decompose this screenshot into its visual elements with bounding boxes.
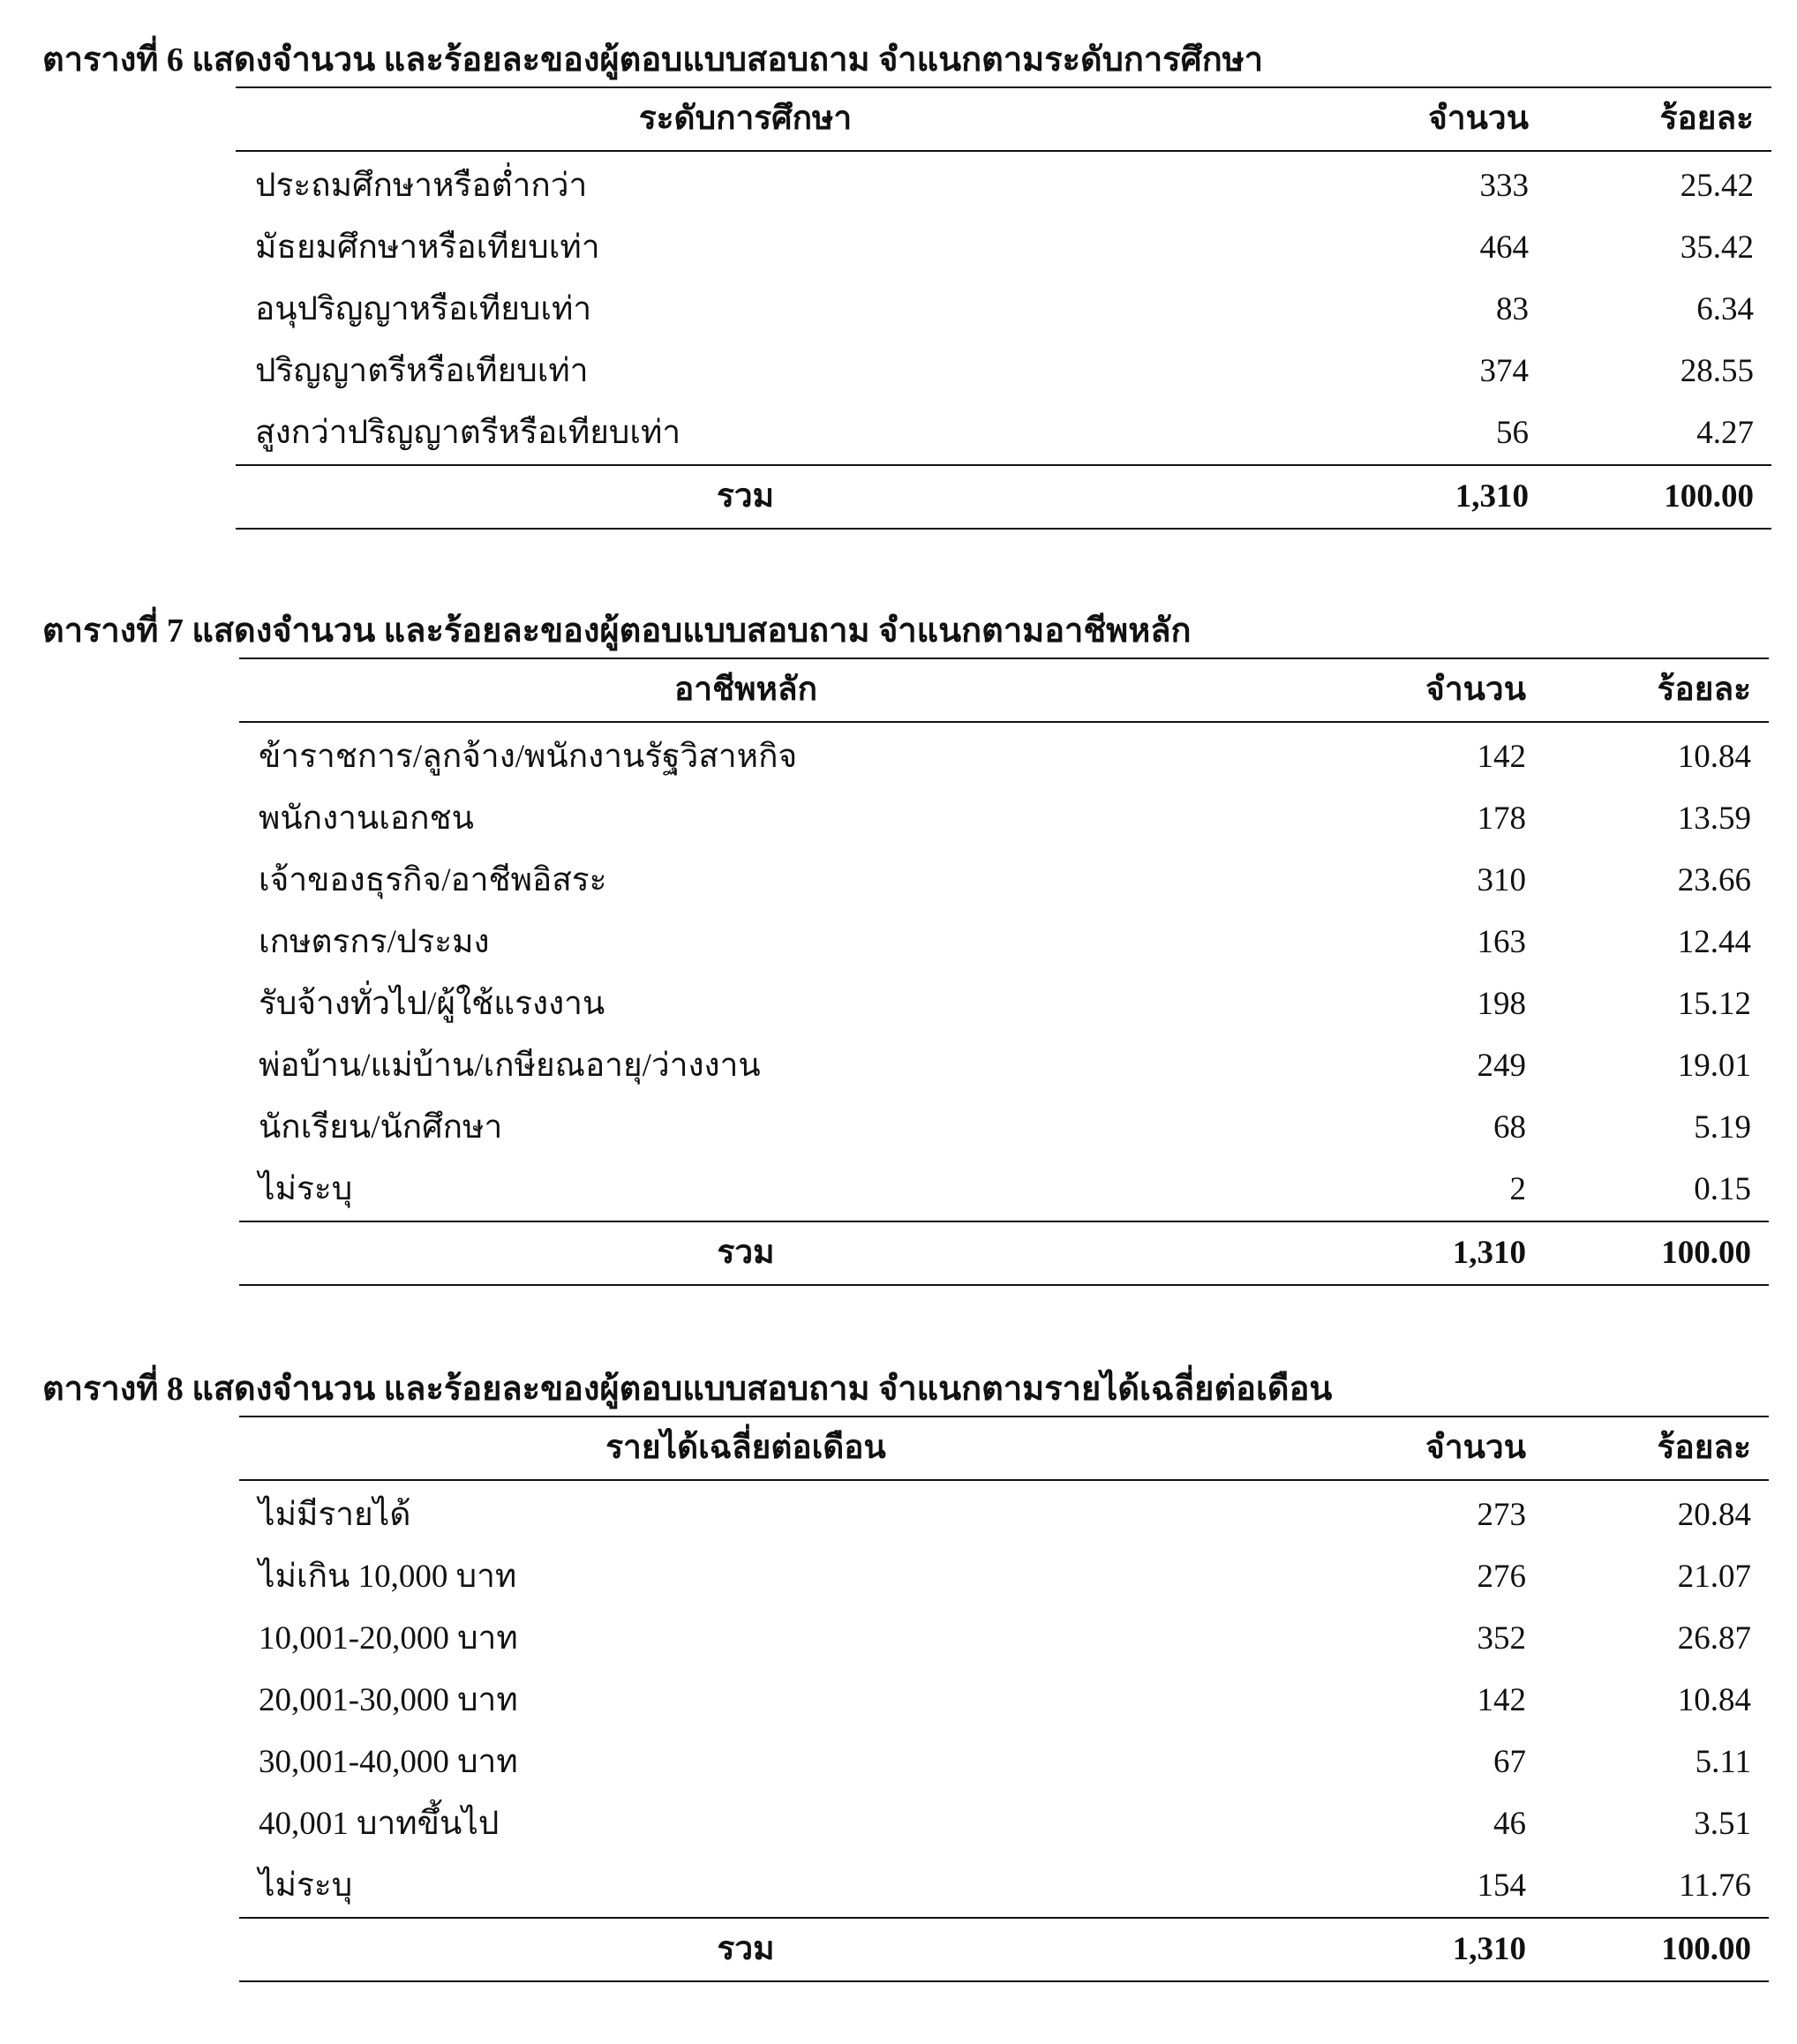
row-percent: 23.66 xyxy=(1677,862,1751,898)
row-percent: 0.15 xyxy=(1694,1171,1751,1207)
total-percent: 100.00 xyxy=(1544,1221,1769,1285)
table-row xyxy=(239,1793,1769,1855)
table-row xyxy=(239,1480,1769,1546)
row-label: นักเรียน/นักศึกษา xyxy=(259,1109,503,1146)
total-count: 1,310 xyxy=(1252,1221,1544,1285)
row-percent: 28.55 xyxy=(1680,353,1754,389)
table-8-caption: ตารางที่ 8 แสดงจำนวน และร้อยละของผู้ตอบแบบสอบถาม จำแนกตามรายได้เฉลี่ยต่อเดือน xyxy=(42,1371,1333,1408)
row-label: ไม่มีรายได้ xyxy=(259,1497,411,1533)
table-row xyxy=(239,1670,1769,1732)
row-label: 20,001-30,000 บาท xyxy=(259,1682,518,1718)
total-count: 1,310 xyxy=(1255,465,1546,529)
row-label: เกษตรกร/ประมง xyxy=(259,924,490,960)
row-percent: 10.84 xyxy=(1677,1682,1751,1718)
row-count: 2 xyxy=(1509,1171,1526,1207)
table-row xyxy=(236,151,1771,217)
table-total-row xyxy=(236,465,1771,529)
row-percent: 20.84 xyxy=(1677,1497,1751,1533)
total-label: รวม xyxy=(239,1918,1252,1981)
row-percent: 35.42 xyxy=(1680,229,1754,266)
row-label: รับจ้างทั่วไป/ผู้ใช้แรงงาน xyxy=(259,986,605,1022)
row-percent: 4.27 xyxy=(1696,415,1754,451)
row-label: 40,001 บาทขึ้นไป xyxy=(259,1806,500,1842)
header-education-level: ระดับการศึกษา xyxy=(236,87,1255,151)
table-row xyxy=(239,1097,1769,1159)
row-percent: 15.12 xyxy=(1677,986,1751,1022)
row-label: สูงกว่าปริญญาตรีหรือเทียบเท่า xyxy=(255,415,681,451)
table-row xyxy=(239,912,1769,973)
row-count: 464 xyxy=(1479,229,1529,266)
row-percent: 11.76 xyxy=(1679,1867,1751,1904)
table-header-row xyxy=(239,658,1769,722)
row-label: ข้าราชการ/ลูกจ้าง/พนักงานรัฐวิสาหกิจ xyxy=(259,739,798,775)
total-count: 1,310 xyxy=(1252,1918,1544,1981)
table-8 xyxy=(239,1416,1769,1982)
table-row xyxy=(239,1608,1769,1670)
row-count: 178 xyxy=(1477,800,1526,837)
row-percent: 6.34 xyxy=(1696,291,1754,327)
table-row xyxy=(239,850,1769,912)
row-count: 198 xyxy=(1477,986,1526,1022)
row-label: อนุปริญญาหรือเทียบเท่า xyxy=(255,291,592,327)
row-label: ประถมศึกษาหรือต่ำกว่า xyxy=(255,168,588,204)
header-count: จำนวน xyxy=(1255,87,1546,151)
row-label: ไม่เกิน 10,000 บาท xyxy=(259,1559,517,1595)
header-percent: ร้อยละ xyxy=(1546,87,1771,151)
total-percent: 100.00 xyxy=(1544,1918,1769,1981)
table-7-caption: ตารางที่ 7 แสดงจำนวน และร้อยละของผู้ตอบแบบสอบถาม จำแนกตามอาชีพหลัก xyxy=(42,612,1192,650)
row-count: 163 xyxy=(1477,924,1526,960)
row-label: ปริญญาตรีหรือเทียบเท่า xyxy=(255,353,589,389)
table-row xyxy=(236,279,1771,341)
table-6-caption: ตารางที่ 6 แสดงจำนวน และร้อยละของผู้ตอบแบบสอบถาม จำแนกตามระดับการศึกษา xyxy=(42,41,1264,79)
row-percent: 3.51 xyxy=(1694,1806,1751,1842)
header-percent: ร้อยละ xyxy=(1544,1417,1769,1480)
table-row xyxy=(239,1855,1769,1918)
row-label: 10,001-20,000 บาท xyxy=(259,1620,518,1657)
row-count: 333 xyxy=(1479,168,1529,204)
row-label: เจ้าของธุรกิจ/อาชีพอิสระ xyxy=(259,862,607,898)
row-count: 154 xyxy=(1477,1867,1526,1904)
header-monthly-income: รายได้เฉลี่ยต่อเดือน xyxy=(239,1417,1252,1480)
table-total-row xyxy=(239,1221,1769,1285)
table-7 xyxy=(239,658,1769,1286)
table-header-row xyxy=(239,1417,1769,1480)
table-row xyxy=(239,788,1769,850)
table-row xyxy=(239,973,1769,1035)
header-count: จำนวน xyxy=(1252,658,1544,722)
table-header-row xyxy=(236,87,1771,151)
row-label: พ่อบ้าน/แม่บ้าน/เกษียณอายุ/ว่างงาน xyxy=(259,1048,761,1084)
row-count: 276 xyxy=(1477,1559,1526,1595)
row-percent: 25.42 xyxy=(1680,168,1754,204)
row-count: 68 xyxy=(1493,1109,1526,1146)
table-row xyxy=(236,217,1771,279)
table-total-row xyxy=(239,1918,1769,1981)
row-count: 374 xyxy=(1479,353,1529,389)
table-6 xyxy=(236,86,1771,530)
row-label: ไม่ระบุ xyxy=(259,1171,353,1207)
row-label: มัธยมศึกษาหรือเทียบเท่า xyxy=(255,229,600,266)
table-row xyxy=(239,1546,1769,1608)
total-label: รวม xyxy=(236,465,1255,529)
row-count: 56 xyxy=(1496,415,1529,451)
row-count: 310 xyxy=(1477,862,1526,898)
row-count: 352 xyxy=(1477,1620,1526,1657)
row-count: 249 xyxy=(1477,1048,1526,1084)
header-percent: ร้อยละ xyxy=(1544,658,1769,722)
row-count: 142 xyxy=(1477,739,1526,775)
row-percent: 10.84 xyxy=(1677,739,1751,775)
row-count: 46 xyxy=(1493,1806,1526,1842)
total-label: รวม xyxy=(239,1221,1252,1285)
row-count: 67 xyxy=(1493,1744,1526,1780)
table-row xyxy=(239,1159,1769,1221)
row-label: พนักงานเอกชน xyxy=(259,800,474,837)
header-main-occupation: อาชีพหลัก xyxy=(239,658,1252,722)
row-percent: 21.07 xyxy=(1677,1559,1751,1595)
row-count: 83 xyxy=(1496,291,1529,327)
table-row xyxy=(236,402,1771,465)
row-percent: 13.59 xyxy=(1677,800,1751,837)
row-count: 273 xyxy=(1477,1497,1526,1533)
row-count: 142 xyxy=(1477,1682,1526,1718)
table-row xyxy=(236,341,1771,402)
row-label: ไม่ระบุ xyxy=(259,1867,353,1904)
table-row xyxy=(239,1035,1769,1097)
total-percent: 100.00 xyxy=(1546,465,1771,529)
table-row xyxy=(239,722,1769,788)
row-percent: 26.87 xyxy=(1677,1620,1751,1657)
header-count: จำนวน xyxy=(1252,1417,1544,1480)
row-label: 30,001-40,000 บาท xyxy=(259,1744,518,1780)
row-percent: 12.44 xyxy=(1677,924,1751,960)
row-percent: 5.11 xyxy=(1695,1744,1751,1780)
row-percent: 19.01 xyxy=(1677,1048,1751,1084)
row-percent: 5.19 xyxy=(1694,1109,1751,1146)
table-row xyxy=(239,1732,1769,1793)
